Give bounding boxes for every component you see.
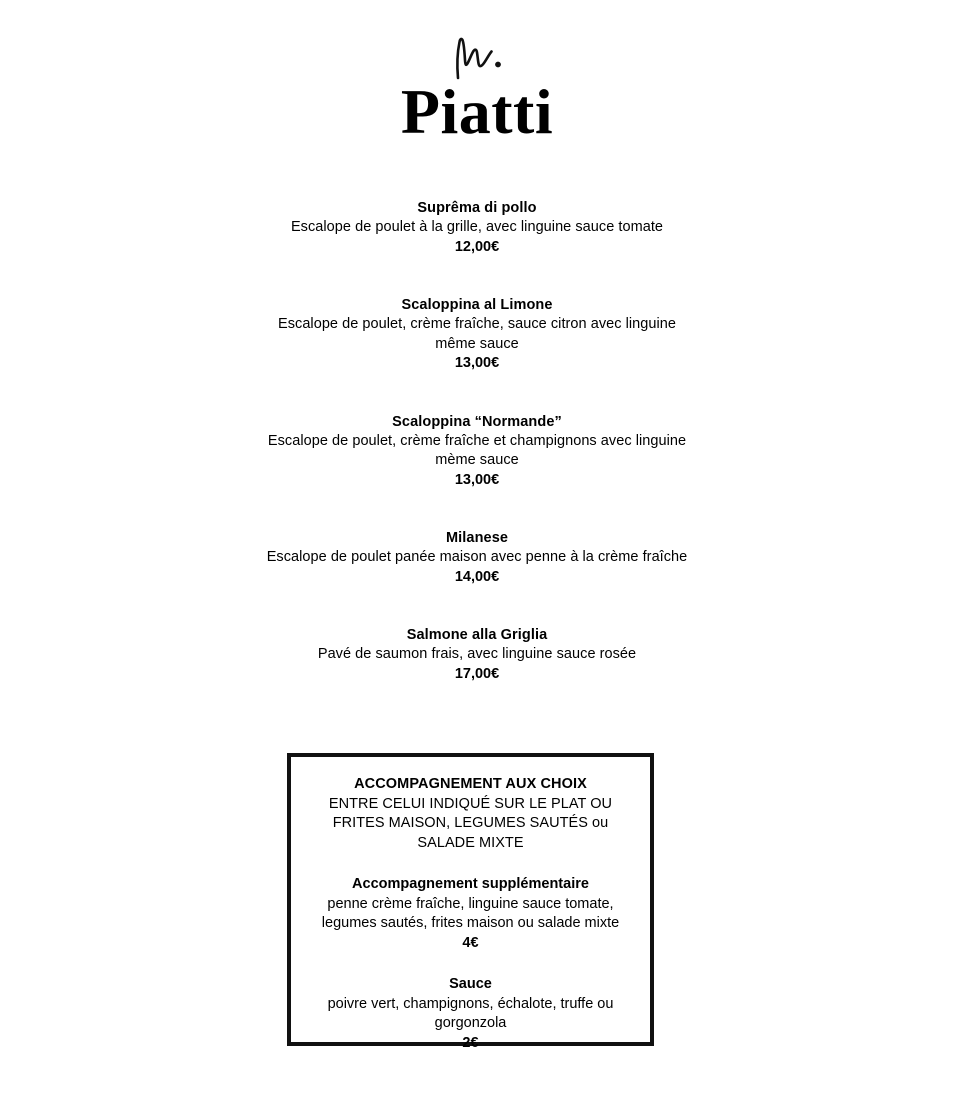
menu-item <box>257 626 697 684</box>
sauce-title: Sauce <box>449 976 492 992</box>
page-title: Piatti <box>400 76 554 147</box>
menu-item <box>257 413 697 491</box>
menu-item-name: Milanese <box>445 530 509 546</box>
menu-item-price: 12,00€ <box>454 238 500 255</box>
menu-item-name: Salmone alla Griglia <box>406 627 548 643</box>
sauce-note <box>313 975 628 1053</box>
extra-side-note <box>313 875 628 953</box>
menu-item-price: 17,00€ <box>454 665 500 682</box>
menu-item <box>257 529 697 587</box>
menu-item-description: Pavé de saumon frais, avec linguine sauce rosée <box>317 646 637 662</box>
sides-note <box>313 775 628 853</box>
menu-item <box>257 296 697 374</box>
brand-logo <box>0 0 954 62</box>
menu-list <box>257 144 697 684</box>
sides-note-line-2: FRITES MAISON, LEGUMES SAUTÉS ou SALADE MIXTE <box>332 815 609 851</box>
menu-item-name: Scaloppina “Normande” <box>392 413 562 430</box>
menu-item-description: Escalope de poulet panée maison avec penne à la crème fraîche <box>266 549 688 565</box>
menu-item-description: Escalope de poulet, crème fraîche, sauce citron avec linguine même sauce <box>278 316 676 352</box>
sides-note-line-1: ENTRE CELUI INDIQUÉ SUR LE PLAT OU <box>328 795 613 812</box>
sides-note-title: ACCOMPAGNEMENT AUX CHOIX <box>354 776 587 792</box>
menu-item-price: 14,00€ <box>454 568 500 585</box>
accompaniments-box <box>287 753 654 1051</box>
menu-item-description: Escalope de poulet à la grille, avec linguine sauce tomate <box>290 219 664 235</box>
extra-side-title: Accompagnement supplémentaire <box>352 876 589 892</box>
extra-side-price: 4€ <box>462 934 479 951</box>
menu-item-description: Escalope de poulet, crème fraîche et champignons avec linguine mème sauce <box>267 432 687 468</box>
sauce-price: 2€ <box>462 1034 479 1051</box>
menu-item-name: Suprêma di pollo <box>417 200 537 216</box>
extra-side-description: penne crème fraîche, linguine sauce tomate, legumes sautés, frites maison ou salade mixte <box>321 895 620 931</box>
sauce-description: poivre vert, champignons, échalote, truffe ou gorgonzola <box>327 995 614 1031</box>
menu-item-price: 13,00€ <box>454 471 500 488</box>
menu-item <box>257 199 697 257</box>
menu-item-price: 13,00€ <box>454 355 500 371</box>
menu-item-name: Scaloppina al Limone <box>401 297 553 313</box>
